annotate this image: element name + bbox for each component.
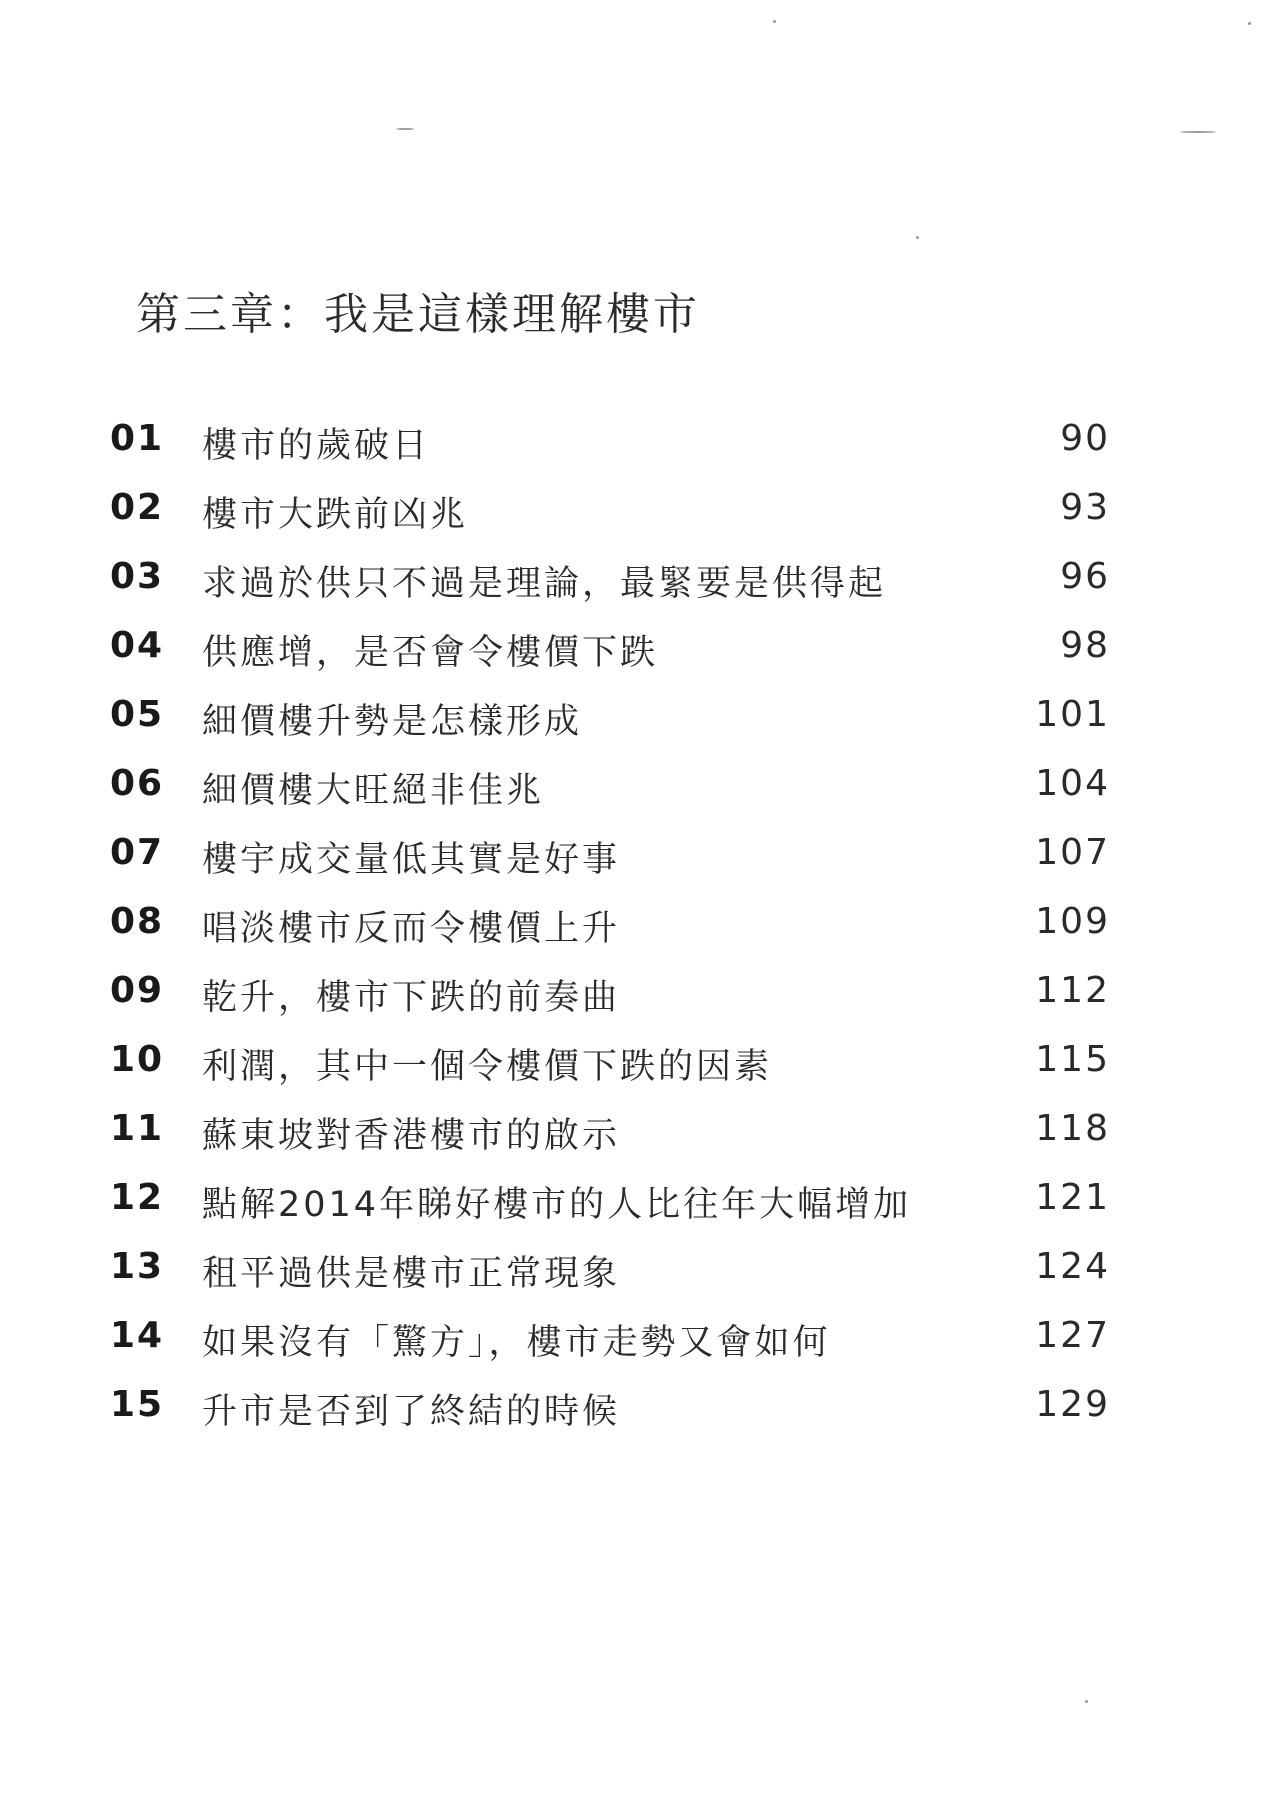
toc-entry xyxy=(110,1177,1110,1237)
chapter-title: 第三章：我是這樣理解樓市 xyxy=(136,289,700,340)
toc-entry-page: 121 xyxy=(1035,1177,1110,1218)
toc-entry xyxy=(110,1108,1110,1168)
toc-entry-number: 11 xyxy=(110,1108,165,1149)
toc-entry-number: 06 xyxy=(110,763,165,804)
toc-entry xyxy=(110,487,1110,547)
toc-entry-page: 118 xyxy=(1035,1108,1110,1149)
toc-entry-page: 93 xyxy=(1060,487,1110,528)
toc-entry-title: 細價樓大旺絕非佳兆 xyxy=(202,771,545,811)
toc-entry-number: 01 xyxy=(110,418,165,459)
toc-entry xyxy=(110,418,1110,478)
toc-entry xyxy=(110,1315,1110,1375)
toc-entry-number: 12 xyxy=(110,1177,165,1218)
toc-entry xyxy=(110,1246,1110,1306)
toc-entry xyxy=(110,625,1110,685)
toc-entry-title: 升市是否到了終結的時候 xyxy=(202,1392,621,1432)
toc-entry-title: 如果沒有「驚方」，樓市走勢又會如何 xyxy=(202,1323,831,1363)
scan-speck xyxy=(396,128,414,130)
toc-entry xyxy=(110,556,1110,616)
toc-entry-title: 乾升，樓市下跌的前奏曲 xyxy=(202,978,621,1018)
scan-speck xyxy=(916,236,919,239)
scan-speck xyxy=(1180,131,1216,133)
toc-entry xyxy=(110,832,1110,892)
toc-entry-number: 09 xyxy=(110,970,165,1011)
toc-entry xyxy=(110,763,1110,823)
toc-entry-page: 124 xyxy=(1035,1246,1110,1287)
toc-entry-page: 129 xyxy=(1035,1384,1110,1425)
toc-entry-number: 04 xyxy=(110,625,165,666)
toc-entry xyxy=(110,1384,1110,1444)
scan-speck xyxy=(773,20,776,23)
toc-entry-title: 樓市大跌前凶兆 xyxy=(202,495,469,535)
toc-entry-title: 細價樓升勢是怎樣形成 xyxy=(202,702,583,742)
toc-entry-title: 求過於供只不過是理論，最緊要是供得起 xyxy=(202,564,887,604)
toc-entry-number: 08 xyxy=(110,901,165,942)
scan-speck xyxy=(1248,22,1251,25)
toc-entry-page: 115 xyxy=(1035,1039,1110,1080)
scan-speck xyxy=(1085,1700,1088,1703)
toc-entry-number: 15 xyxy=(110,1384,165,1425)
toc-entry-title: 樓宇成交量低其實是好事 xyxy=(202,840,621,880)
toc-entry-title: 唱淡樓市反而令樓價上升 xyxy=(202,909,621,949)
toc-entry-number: 13 xyxy=(110,1246,165,1287)
toc-entry-number: 05 xyxy=(110,694,165,735)
toc-entry-number: 07 xyxy=(110,832,165,873)
toc-entry xyxy=(110,1039,1110,1099)
toc-entry xyxy=(110,901,1110,961)
toc-entry-page: 90 xyxy=(1060,418,1110,459)
toc-entry-page: 107 xyxy=(1035,832,1110,873)
toc-entry-page: 127 xyxy=(1035,1315,1110,1356)
toc-entry-page: 109 xyxy=(1035,901,1110,942)
toc-entry-title: 租平過供是樓市正常現象 xyxy=(202,1254,621,1294)
toc-entry-page: 98 xyxy=(1060,625,1110,666)
toc-entry xyxy=(110,694,1110,754)
toc-entry-title: 點解2014年睇好樓市的人比往年大幅增加 xyxy=(202,1185,912,1225)
toc-entry-number: 03 xyxy=(110,556,165,597)
toc-entry-title: 利潤，其中一個令樓價下跌的因素 xyxy=(202,1047,773,1087)
toc-entry-title: 蘇東坡對香港樓市的啟示 xyxy=(202,1116,621,1156)
toc-entry-page: 96 xyxy=(1060,556,1110,597)
toc-entry-number: 10 xyxy=(110,1039,165,1080)
toc-entry-number: 02 xyxy=(110,487,165,528)
toc-entry-title: 供應增，是否會令樓價下跌 xyxy=(202,633,659,673)
toc-entry-number: 14 xyxy=(110,1315,165,1356)
toc-entry xyxy=(110,970,1110,1030)
toc-entry-page: 104 xyxy=(1035,763,1110,804)
toc-entry-page: 112 xyxy=(1035,970,1110,1011)
toc-entry-title: 樓市的歲破日 xyxy=(202,426,431,466)
toc-entry-page: 101 xyxy=(1035,694,1110,735)
